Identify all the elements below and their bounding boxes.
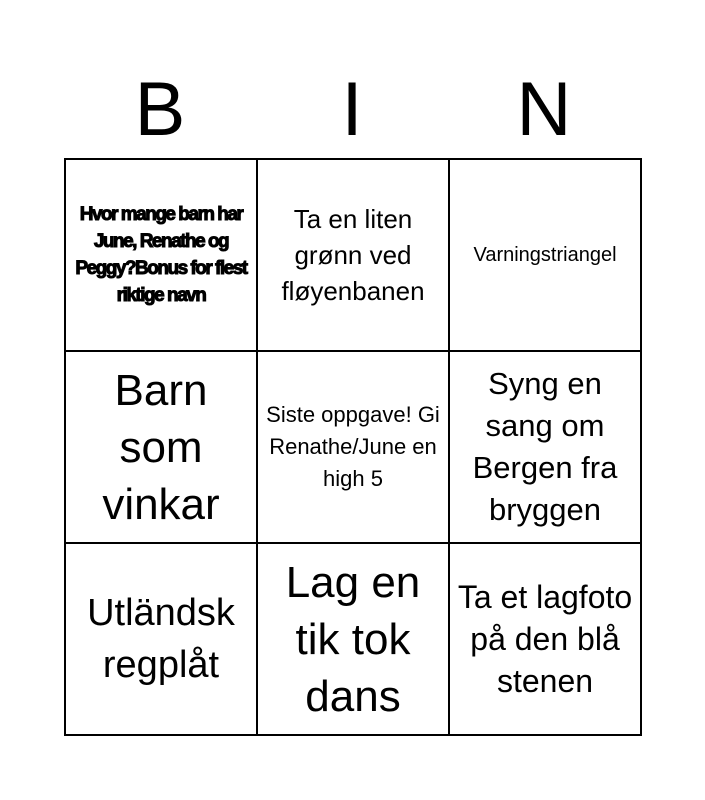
header-letter-i: I bbox=[341, 67, 363, 152]
bingo-cell[interactable] bbox=[258, 160, 450, 352]
bingo-cell-text: Hvor mange barn har June, Renathe og Peggy?Bonus for flest riktige navn bbox=[75, 204, 247, 306]
bingo-cell-text: Lag en tik tok dans bbox=[285, 557, 421, 721]
bingo-cell[interactable] bbox=[66, 544, 258, 736]
bingo-cell-text: Utländsk regplåt bbox=[87, 592, 235, 686]
bingo-cell-text: Siste oppgave! Gi Renathe/June en high 5 bbox=[266, 402, 440, 491]
bingo-header bbox=[64, 62, 640, 158]
bingo-cell[interactable] bbox=[450, 160, 642, 352]
header-letter-n: N bbox=[516, 67, 572, 152]
bingo-cell-text: Varningstriangel bbox=[473, 244, 617, 266]
bingo-cell-text: Syng en sang om Bergen fra bryggen bbox=[472, 366, 618, 527]
bingo-grid bbox=[64, 158, 642, 736]
bingo-cell[interactable] bbox=[66, 352, 258, 544]
bingo-cell[interactable] bbox=[450, 352, 642, 544]
bingo-cell[interactable] bbox=[66, 160, 258, 352]
bingo-cell[interactable] bbox=[450, 544, 642, 736]
bingo-cell[interactable] bbox=[258, 352, 450, 544]
bingo-cell-text: Barn som vinkar bbox=[102, 365, 220, 529]
bingo-cell-text: Ta et lagfoto på den blå stenen bbox=[457, 579, 633, 699]
bingo-cell[interactable] bbox=[258, 544, 450, 736]
header-letter-b: B bbox=[134, 67, 186, 152]
bingo-cell-text: Ta en liten grønn ved fløyenbanen bbox=[281, 204, 425, 306]
